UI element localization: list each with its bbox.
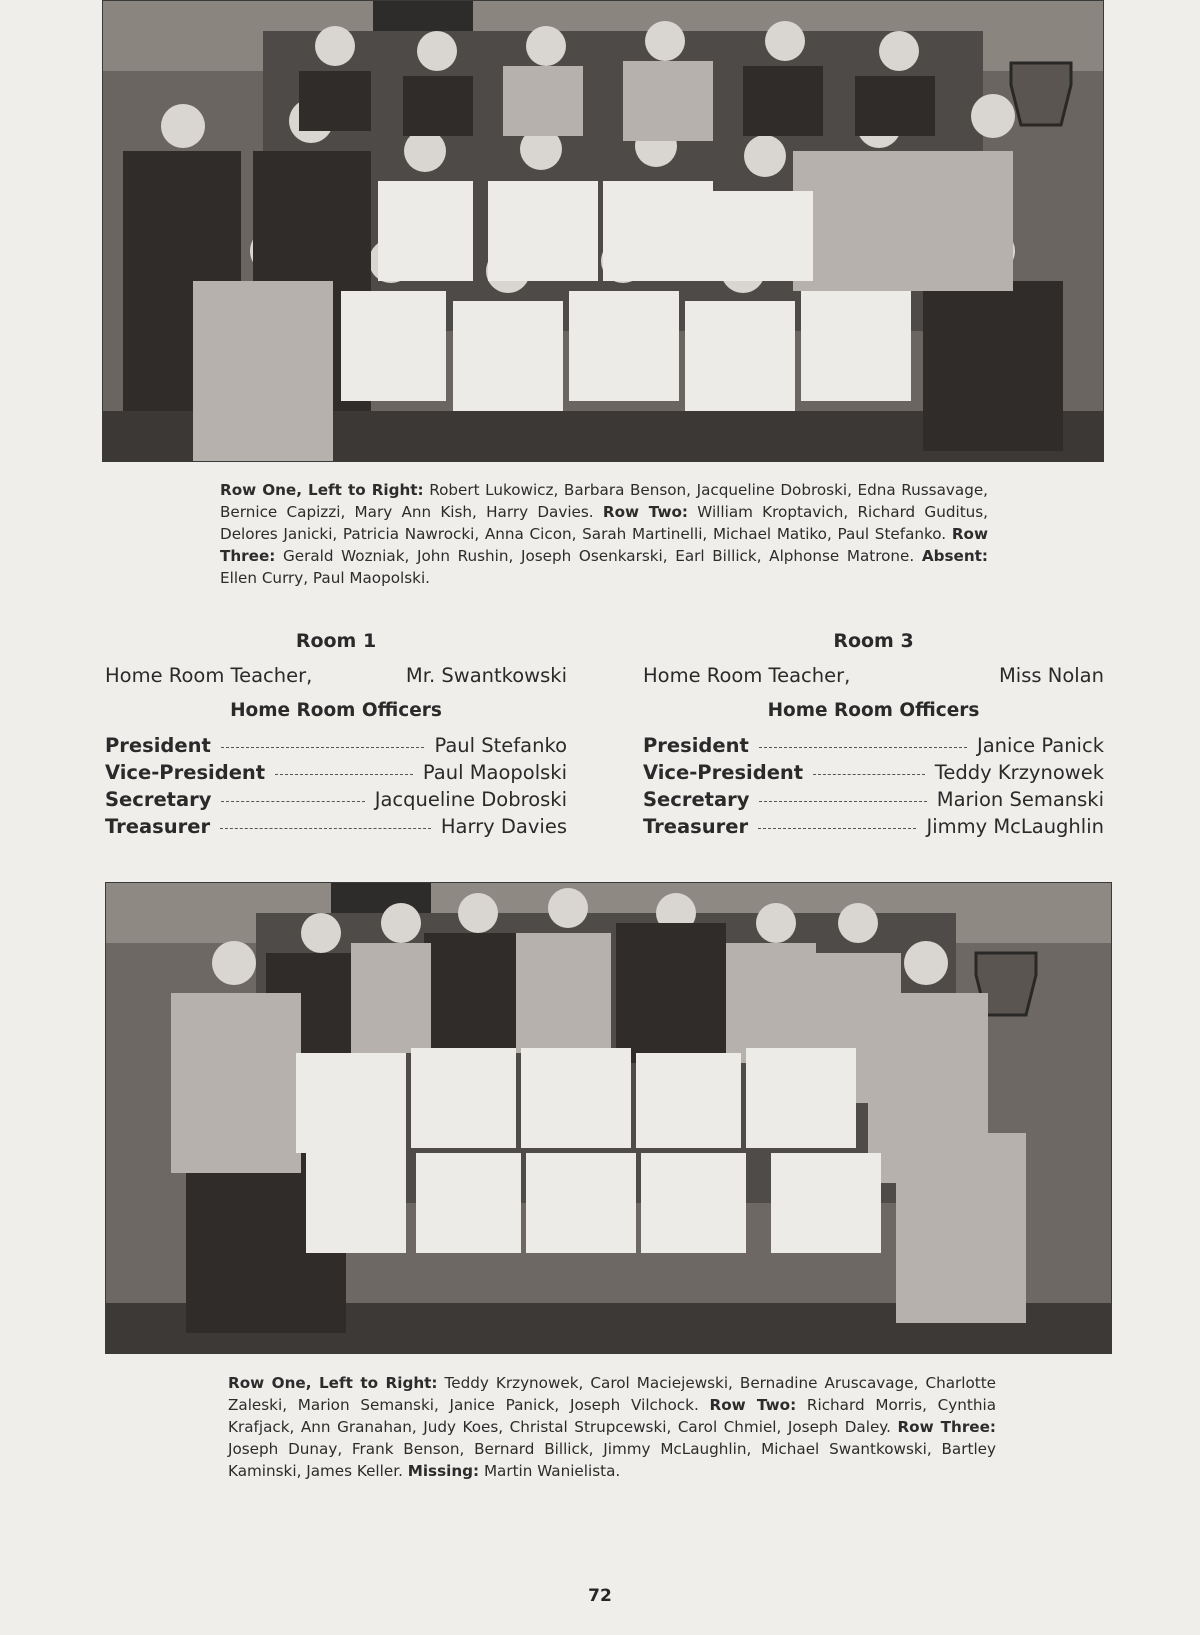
row-two-label: Row Two:: [602, 503, 688, 521]
missing-label: Missing:: [407, 1462, 480, 1480]
officer-role: Secretary: [105, 788, 212, 811]
dash-leader: [759, 801, 926, 802]
row-one-names: Teddy Krzynowek, Carol Maciejewski, Bernadine Aruscavage, Charlotte Zaleski, Marion Semanski, Janice Panick, Joseph Vilchock.: [228, 1374, 997, 1414]
officers-title: Home Room Officers: [230, 700, 442, 721]
row-two-names: Richard Morris, Cynthia Krafjack, Ann Granahan, Judy Koes, Christal Strupcewski, Carol Chmiel, Joseph Daley.: [228, 1396, 997, 1436]
row-one-label: Row One, Left to Right:: [228, 1374, 438, 1392]
teacher-label: Home Room Teacher,: [105, 664, 313, 687]
officer-row: [105, 761, 567, 788]
teacher-label: Home Room Teacher,: [643, 664, 851, 687]
row-one-names: Robert Lukowicz, Barbara Benson, Jacqueline Dobroski, Edna Russavage, Bernice Capizzi, Mary Ann Kish, Harry Davies.: [220, 481, 989, 521]
class-photo-top-image: [103, 1, 1103, 461]
page-number: 72: [588, 1586, 612, 1606]
dash-leader: [221, 747, 425, 748]
class-photo-bottom-image: [106, 883, 1111, 1353]
teacher-row: [105, 664, 567, 700]
officer-role: Treasurer: [643, 815, 749, 838]
officer-name: Marion Semanski: [936, 788, 1104, 811]
missing-names: Martin Wanielista.: [483, 1462, 621, 1480]
officer-name: Paul Stefanko: [434, 734, 567, 757]
row-one-label: Row One, Left to Right:: [220, 481, 424, 499]
officer-row: [105, 734, 567, 761]
row-three-names: Gerald Wozniak, John Rushin, Joseph Osenkarski, Earl Billick, Alphonse Matrone.: [283, 547, 915, 565]
dash-leader: [759, 747, 967, 748]
officer-role: Treasurer: [105, 815, 211, 838]
row-two-label: Row Two:: [709, 1396, 797, 1414]
officers-title: Home Room Officers: [767, 700, 980, 721]
officer-name: Harry Davies: [440, 815, 567, 838]
officer-row: [105, 788, 567, 815]
room-3-section: [643, 630, 1104, 842]
dash-leader: [221, 801, 364, 802]
room-title: Room 3: [833, 630, 914, 652]
officer-row: [105, 815, 567, 842]
room-1-section: [105, 630, 567, 842]
officer-role: Vice-President: [643, 761, 804, 784]
officer-name: Janice Panick: [976, 734, 1104, 757]
room-title: Room 1: [295, 630, 377, 652]
dash-leader: [220, 828, 431, 829]
bottom-photo-caption: [228, 1372, 996, 1482]
row-three-label: Row Three:: [897, 1418, 996, 1436]
officer-row: [643, 761, 1104, 788]
officer-name: Paul Maopolski: [422, 761, 567, 784]
teacher-name: Miss Nolan: [998, 664, 1104, 687]
absent-label: Absent:: [921, 547, 989, 565]
absent-names: Ellen Curry, Paul Maopolski.: [220, 569, 430, 587]
class-photo-top: [102, 0, 1104, 462]
dash-leader: [758, 828, 916, 829]
officer-name: Teddy Krzynowek: [934, 761, 1104, 784]
officer-row: [643, 815, 1104, 842]
officer-row: [643, 734, 1104, 761]
dash-leader: [275, 774, 413, 775]
row-two-names: William Kroptavich, Richard Guditus, Delores Janicki, Patricia Nawrocki, Anna Cicon, Sarah Martinelli, Michael Matiko, Paul Stefanko.: [220, 503, 989, 543]
teacher-row: [643, 664, 1104, 700]
officer-role: Secretary: [643, 788, 750, 811]
dash-leader: [813, 774, 925, 775]
officer-role: Vice-President: [105, 761, 266, 784]
class-photo-bottom: [105, 882, 1112, 1354]
row-three-names: Joseph Dunay, Frank Benson, Bernard Billick, Jimmy McLaughlin, Michael Swantkowski, Bartley Kaminski, James Keller.: [228, 1440, 996, 1480]
officer-role: President: [643, 734, 749, 757]
teacher-name: Mr. Swantkowski: [405, 664, 567, 687]
officer-role: President: [105, 734, 211, 757]
row-three-label: Row Three:: [220, 525, 989, 565]
officer-name: Jimmy McLaughlin: [926, 815, 1104, 838]
officer-row: [643, 788, 1104, 815]
officer-name: Jacqueline Dobroski: [374, 788, 567, 811]
top-photo-caption: [220, 479, 988, 589]
